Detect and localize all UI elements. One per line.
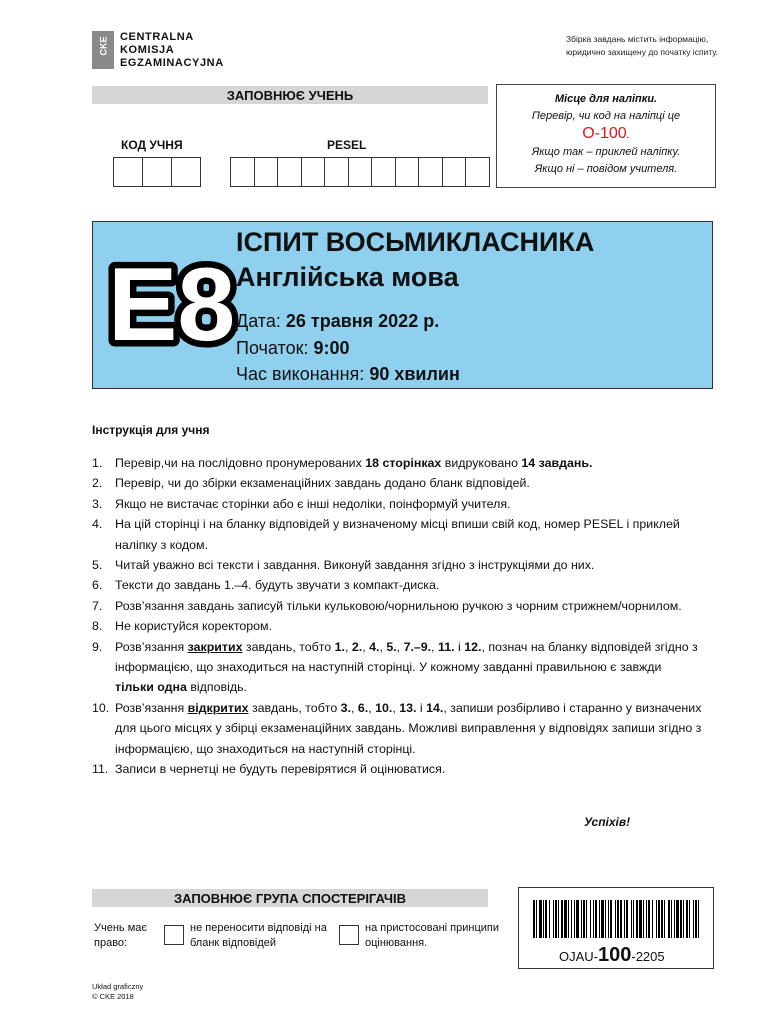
barcode-bar [586,900,587,938]
barcode-bar [633,900,634,938]
student-section-header: ЗАПОВНЮЄ УЧЕНЬ [92,86,488,104]
barcode-bar [553,900,554,938]
barcode-bar [608,900,609,938]
observers-section-header: ЗАПОВНЮЄ ГРУПА СПОСТЕРІГАЧІВ [92,889,488,907]
barcode-bar [558,900,559,938]
barcode-bar [590,900,591,938]
barcode-bar [533,900,535,938]
barcode-bar [549,900,550,938]
barcode-bar [536,900,537,938]
no-transfer-label: не переносити відповіді на бланк відповідей [190,922,327,949]
barcode-bar [693,900,694,938]
list-item: 2. Перевір, чи до збірки екзаменаційних завдань додано бланк відповідей. [92,476,530,491]
good-luck-text: Успіхів! [584,815,631,829]
list-item: 6. Тексти до завдань 1.–4. будуть звучати з компакт-диска. [92,578,440,593]
barcode-bar [689,900,690,938]
barcode-bar [636,900,638,938]
barcode-bar [676,900,679,938]
confidentiality-notice: Збірка завдань містить інформацію, юридично захищену до початку іспиту. [566,34,719,57]
pesel-label: PESEL [327,138,367,152]
list-item: 3. Якщо не вистачає сторінки або є інші недоліки, поінформуй учителя. [92,496,511,511]
barcode-bar [583,900,585,938]
logo-line-3: EGZAMINACYJNA [120,57,224,69]
adapted-grading-label: на пристосовані принципи оцінювання. [365,922,499,949]
no-transfer-checkbox[interactable] [164,925,184,945]
list-item: 10. Розв’язання відкритих завдань, тобто 3., 6., 10., 13. і 14., запиши розбірливо і старанно у визначених для цього місцях у збірці екзаменаційних завдань. Можливі виправлення у відповідях запиши згідно з інформацією, що знаходиться на наступній сторінці. [92,700,702,756]
barcode-bar [664,900,665,938]
student-code-cells[interactable] [113,157,201,187]
barcode-bar [661,900,663,938]
barcode-bar [626,900,628,938]
barcode-bar [643,900,644,938]
student-code-label: КОД УЧНЯ [121,138,183,152]
barcode-bar [680,900,682,938]
exam-start: Початок: 9:00 [236,338,350,358]
barcode-bar [564,900,567,938]
barcode-bar [581,900,582,938]
barcode-box [518,887,714,969]
exam-date: Дата: 26 травня 2022 р. [236,311,440,331]
barcode-bar [656,900,657,938]
exam-subject: Англійська мова [236,262,459,292]
barcode-bar [639,900,642,938]
barcode-bar [610,900,612,938]
barcode-bar [624,900,625,938]
sticker-check-text: Перевір, чи код на наліпці це [531,110,681,122]
list-item: 4. На цій сторінці і на бланку відповідей у визначеному місці впиши свій код, номер PESEL і приклей наліпку з кодом. [92,517,680,552]
exam-duration: Час виконання: 90 хвилин [236,364,460,384]
barcode-image [533,900,699,938]
barcode-bar [671,900,672,938]
barcode-bar [631,900,632,938]
barcode-bar [599,900,600,938]
barcode-bar [668,900,670,938]
sticker-no-text: Якщо ні – повідом учителя. [534,163,678,175]
exam-title: ІСПИТ ВОСЬМИКЛАСНИКА [236,227,595,257]
barcode-bar [539,900,542,938]
student-right-label: Учень має право: [94,922,147,949]
e8-badge [108,247,236,363]
instructions-list [92,453,702,780]
barcode-bar [543,900,544,938]
barcode-bar [571,900,572,938]
list-item: 5. Читай уважно всі тексти і завдання. Виконуй завдання згідно з інструкціями до них. [92,558,595,573]
logo-line-2: KOMISJA [120,44,175,56]
barcode-bar [574,900,575,938]
barcode-bar [683,900,684,938]
barcode-bar [620,900,622,938]
sticker-yes-text: Якщо так – приклей наліпку. [531,146,681,158]
cke-logo [92,31,252,73]
barcode-bar [686,900,688,938]
barcode-bar [555,900,557,938]
list-item: 11. Записи в чернетці не будуть перевірятися й оцінюватися. [92,762,446,777]
logo-line-1: CENTRALNA [120,31,194,43]
barcode-bar [648,900,650,938]
pesel-cells[interactable] [230,157,490,187]
list-item: 9. Розв’язання закритих завдань, тобто 1., 2., 4., 5., 7.–9., 11. і 12., познач на бланку відповідей згідно з інформацією, що знаходиться на наступній сторінці. У кожному завданні правильною є завжди тільки одна відповідь. [92,639,698,695]
barcode-bar [605,900,606,938]
barcode-bar [615,900,616,938]
barcode-bar [617,900,619,938]
barcode-bar [646,900,647,938]
sticker-code: O-100 [582,125,627,142]
barcode-bar [658,900,660,938]
barcode-code: OJAU-100-2205 [559,944,665,966]
list-item: 8. Не користуйся коректором. [92,619,272,634]
footer: Układ graficzny © CKE 2018 [92,982,144,1001]
sticker-title: Місце для наліпки. [554,93,658,105]
barcode-bar [695,900,697,938]
adapted-grading-checkbox[interactable] [339,925,359,945]
barcode-bar [561,900,563,938]
barcode-bar [674,900,675,938]
barcode-bar [601,900,604,938]
barcode-bar [652,900,653,938]
list-item: 1. Перевір,чи на послідовно пронумерованих 18 сторінках видруковано 14 завдань. [92,456,593,470]
instructions-title: Інструкція для учня [92,423,210,437]
barcode-bar [545,900,547,938]
barcode-bar [595,900,597,938]
barcode-bar [698,900,699,938]
barcode-bar [568,900,569,938]
cke-logo-mark: CKE [92,31,114,69]
barcode-bar [576,900,579,938]
sticker-box: Місце для наліпки. Перевір, чи код на наліпці це O-100. Якщо так – приклей наліпку. Якщо ні – повідом учителя. [496,84,716,188]
barcode-bar [593,900,594,938]
list-item: 7. Розв’язання завдань записуй тільки кульковою/чорнильною ручкою з чорним стрижнем/чорнилом. [92,598,682,613]
svg-text:E8: E8 [108,247,236,363]
